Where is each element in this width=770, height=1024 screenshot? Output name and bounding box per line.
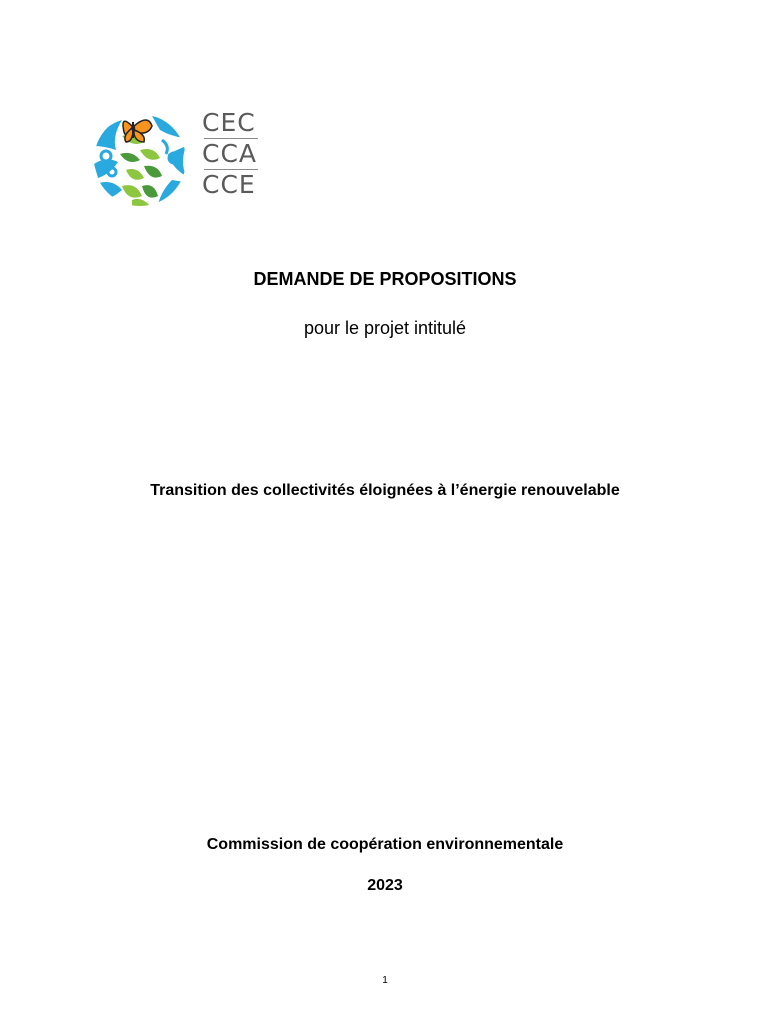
document-year: 2023 [367, 877, 403, 894]
document-subtitle: pour le projet intitulé [303, 318, 467, 338]
logo-line-cce: CCE [202, 170, 256, 199]
document-title: DEMANDE DE PROPOSITIONS [253, 269, 517, 289]
globe-emblem-icon [92, 106, 192, 210]
organization-name: Commission de coopération environnementale [206, 836, 564, 853]
logo-line-cca: CCA [202, 139, 258, 168]
project-title: Transition des collectivités éloignées à l’énergie renouvelable [150, 482, 620, 499]
page-number: 1 [382, 975, 388, 986]
logo-wordmark [202, 108, 272, 200]
logo-line-cec: CEC [202, 108, 256, 137]
cec-logo [92, 106, 272, 210]
